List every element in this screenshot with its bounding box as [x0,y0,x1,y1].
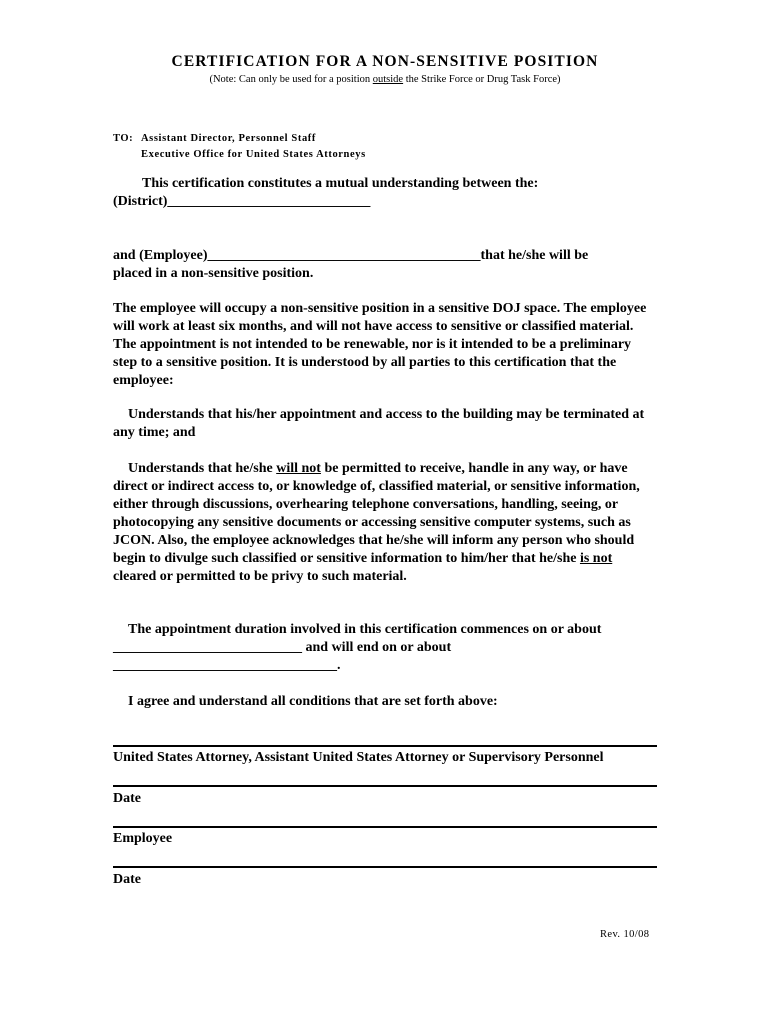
employee-signature-line [113,826,657,828]
access-text-1: Understands that he/she [128,461,277,476]
employee-signature-label: Employee [113,831,173,846]
agreement-statement: I agree and understand all conditions that are set forth above: [128,694,498,709]
addressee-line-2: Executive Office for United States Attorneys [141,149,366,160]
intro-line-1: This certification constitutes a mutual understanding between the: [142,176,539,191]
occupy-paragraph: The employee will occupy a non-sensitive position in a sensitive DOJ space. The employee will work at least six months, and will not have access to sensitive or classified material. The appointment is not intended to be renewable, nor is it intended to be a preliminary step to a sensitive position. It is understood by all parties to this certification that the employee: [113,301,647,388]
intro-paragraph [113,175,658,211]
employee-clause-line-2: placed in a non-sensitive position. [113,266,314,281]
date-signature-line-2 [113,866,657,868]
understands-termination-paragraph: Understands that his/her appointment and access to the building may be terminated at any time; and [113,407,645,440]
to-label: TO: [113,133,134,144]
employee-field: and (Employee)_______________________________________that he/she will be [113,248,589,263]
date-label-2: Date [113,872,141,887]
position-note [0,74,770,85]
attorney-signature-label: United States Attorney, Assistant United States Attorney or Supervisory Personnel [113,750,604,765]
date-signature-line-1 [113,785,657,787]
employee-clause [113,247,658,283]
end-date-field: ________________________________. [113,658,341,673]
revision-label: Rev. 10/08 [600,929,650,940]
access-text-3: cleared or permitted to be privy to such material. [113,569,407,584]
addressee-name: Assistant Director, Personnel Staff [141,133,316,144]
duration-line-1: The appointment duration involved in this certification commences on or about [128,622,602,637]
document-title: CERTIFICATION FOR A NON-SENSITIVE POSITION [171,53,599,70]
access-underline-will-not: will not [276,461,321,476]
note-text-start: (Note: Can only be used for a position [209,74,373,85]
addressee-line-1 [113,131,366,147]
addressee-block [113,131,366,163]
attorney-signature-line [113,745,657,747]
access-underline-is-not: is not [579,551,613,566]
note-text-end: the Strike Force or Drug Task Force) [403,74,561,85]
access-text-2: be permitted to receive, handle in any way, or have direct or indirect access to, or knowledge of, classified material, or sensitive information, either through discussions, overhearing telephone conversations, handling, seeing, or photocopying any sensitive documents or accessing sensitive computer systems, such as JCON. Also, the employee acknowledges that he/she will inform any person who should begin to divulge such classified or sensitive information to him/her that he/she [113,461,640,566]
understands-access-paragraph [113,460,658,586]
date-label-1: Date [113,791,141,806]
district-field: (District)_____________________________ [113,194,371,209]
duration-paragraph [113,621,658,675]
commence-date-field: ___________________________ and will end on or about [113,640,452,655]
note-underlined-word: outside [372,74,404,85]
